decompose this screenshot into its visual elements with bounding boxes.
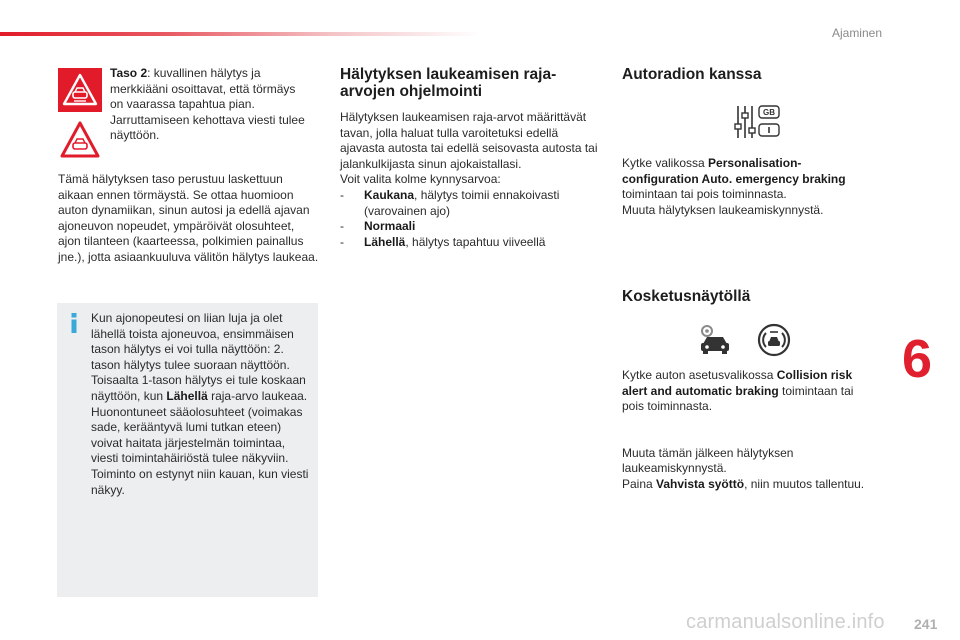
radio-instructions bbox=[622, 156, 862, 218]
info-note-box bbox=[57, 303, 318, 597]
car-settings-icon bbox=[698, 322, 732, 356]
collision-warning-outline-icon bbox=[58, 118, 102, 162]
threshold-body bbox=[340, 110, 605, 250]
radio-instruction-2: Muuta hälytyksen laukeamiskynnystä. bbox=[622, 202, 824, 217]
threshold-option-far: - Kaukana, hälytys toimii ennakoivasti (varovainen ajo) bbox=[340, 188, 605, 219]
touchscreen-instruction-1: Kytke auton asetusvalikossa Collision risk alert and automatic braking toimintaan tai pois toiminnasta. bbox=[622, 368, 854, 414]
audio-settings-icon bbox=[732, 104, 782, 140]
section-title: Ajaminen bbox=[831, 26, 882, 40]
touchscreen-instruction-2: Muuta tämän jälkeen hälytyksen laukeamiskynnystä. bbox=[622, 445, 794, 476]
threshold-choose: Voit valita kolme kynnysarvoa: bbox=[340, 172, 501, 187]
chapter-number: 6 bbox=[902, 329, 933, 389]
threshold-option-normal: - Normaali bbox=[340, 219, 605, 235]
info-note-text bbox=[91, 311, 313, 498]
touchscreen-instructions bbox=[622, 368, 872, 493]
level2-description bbox=[110, 66, 310, 144]
collision-alert-icon bbox=[756, 322, 792, 358]
touchscreen-heading: Kosketusnäytöllä bbox=[622, 288, 751, 305]
threshold-options-list bbox=[340, 188, 605, 250]
info-note-p1: Kun ajonopeutesi on liian luja ja olet lähellä toista ajoneuvoa, ensimmäisen tason hälytys ei voi tulla näyttöön: 2. tason hälytys tulee suoraan näyttöön. Toisaalta 1-tason hälytys ei tule koskaan näyttöön, kun Lähellä raja-arvo laukeaa. bbox=[91, 311, 308, 403]
threshold-heading: Hälytyksen laukeamisen raja-arvojen ohjelmointi bbox=[340, 66, 557, 100]
threshold-option-near: - Lähellä, hälytys tapahtuu viiveellä bbox=[340, 235, 605, 251]
page-number: 241 bbox=[914, 616, 938, 632]
warning-level-paragraph: Tämä hälytyksen taso perustuu laskettuun aikaan ennen törmäystä. Se ottaa huomioon auton dynamiikan, sinun autosi ja edellä ajavan ajoneuvon nopeudet, ympäröivät olosuhteet, ajon tilanteen (kaarteessa, polkimien painallus jne.), jotta asiaankuuluva välitön hälytys laukeaa. bbox=[58, 172, 319, 264]
watermark: carmanualsonline.info bbox=[686, 611, 885, 633]
gb-label: GB bbox=[763, 108, 775, 117]
collision-warning-red-icon bbox=[58, 68, 102, 112]
radio-instruction-1: Kytke valikossa Personalisation-configuration Auto. emergency braking toimintaan tai pois toiminnasta. bbox=[622, 156, 846, 202]
header-accent-bar bbox=[0, 32, 480, 36]
info-note-p2: Huonontuneet sääolosuhteet (voimakas sade, kerääntyvä lumi tutkan eteen) voivat haitata järjestelmän toimintaa, viesti toimintahäiriöstä tulee näkyviin. Toiminto on estynyt niin kauan, kun viesti näkyy. bbox=[91, 404, 309, 497]
info-icon bbox=[69, 313, 79, 333]
level2-text: : kuvallinen hälytys ja merkkiääni osoittavat, että törmäys on vaarassa tapahtua pian. Jarruttamiseen kehottava viesti tulee näyttöön. bbox=[110, 66, 305, 142]
touchscreen-instruction-3: Paina Vahvista syöttö, niin muutos tallentuu. bbox=[622, 476, 865, 491]
radio-heading: Autoradion kanssa bbox=[622, 66, 762, 83]
level2-label: Taso 2 bbox=[110, 66, 148, 80]
threshold-programming-section bbox=[340, 66, 605, 250]
settings-section bbox=[622, 66, 882, 491]
threshold-intro: Hälytyksen laukeamisen raja-arvot määrittävät tavan, jolla haluat tulla varoitetuksi edellä ajavasta autosta tai edellä seisovasta autosta tai jalankulkijasta sinun ajokaistallasi. bbox=[340, 110, 598, 171]
